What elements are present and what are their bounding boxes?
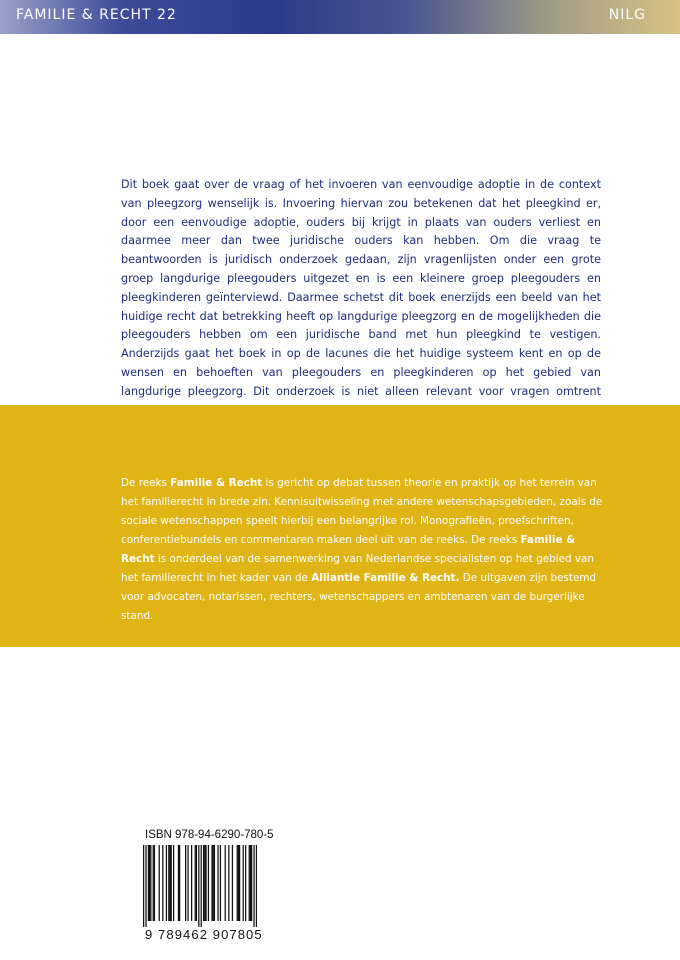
barcode-bar [168, 845, 169, 921]
barcode-bar [204, 845, 205, 921]
barcode-digits: 9 789462 907805 [145, 927, 263, 942]
header-bar [0, 0, 680, 34]
barcode-bar [150, 845, 151, 921]
barcode-bar [201, 845, 202, 927]
publisher-name: NILG [608, 7, 646, 23]
barcode-bar [238, 845, 239, 921]
series-title: FAMILIE & RECHT 22 [16, 7, 177, 23]
barcode-bar [203, 845, 204, 921]
barcode-bar [154, 845, 155, 921]
barcode-bar [178, 845, 179, 921]
series-text-part: De uitgaven zijn bestemd voor advocaten, notarissen, rechters, wetenschappers en ambtenaren van de burgerlijke stand. [121, 572, 597, 622]
barcode-bar [145, 845, 146, 927]
barcode-bar [148, 845, 149, 921]
barcode-bar [166, 845, 167, 921]
barcode-bar [243, 845, 244, 921]
isbn-label: ISBN 978-94-6290-780-5 [145, 829, 274, 841]
barcode-bar [245, 845, 246, 921]
barcode-bar [153, 845, 154, 921]
series-name-bold: Familie & Recht [170, 477, 263, 489]
barcode [143, 845, 257, 927]
barcode-bar [191, 845, 192, 921]
barcode-bar [208, 845, 209, 921]
barcode-bar [256, 845, 257, 927]
barcode-bar [196, 845, 197, 921]
barcode-bar [220, 845, 221, 921]
series-name-bold: Familie & Recht [121, 534, 576, 565]
barcode-bar [159, 845, 160, 921]
barcode-bar [149, 845, 150, 921]
book-description: Dit boek gaat over de vraag of het invoeren van eenvoudige adoptie in de context van pleegzorg wenselijk is. Invoering hiervan zou betekenen dat het pleegkind er, door een eenvoudige adoptie, ouders bij krijgt in plaats van ouders verliest en daarmee meer dan twee juridische ouders kan hebben. Om die vraag te beantwoorden is juridisch onderzoek gedaan, zijn vragenlijsten onder een grote groep langdurige pleegouders uitgezet en is een kleinere groep pleegouders en pleegkinderen geïnterviewd. Daarmee schetst dit boek enerzijds een beeld van het huidige recht dat betrekking heeft op langdurige pleegzorg en de mogelijkheden die pleegouders hebben om een juridische band met hun pleegkind te vestigen. Anderzijds gaat het boek in op de lacunes die het huidige systeem kent en op de wensen en behoeften van pleegouders en pleegkinderen op het gebied van langdurige pleegzorg. Dit onderzoek is niet alleen relevant voor vragen omtrent [121, 178, 601, 398]
barcode-bar [143, 845, 144, 927]
barcode-bar [195, 845, 196, 921]
barcode-bar [213, 845, 214, 921]
barcode-bar [253, 845, 254, 927]
barcode-bar [237, 845, 238, 921]
barcode-bar [169, 845, 170, 921]
barcode-bar [225, 845, 226, 921]
barcode-bar [211, 845, 212, 921]
barcode-bar [217, 845, 218, 921]
barcode-bar [228, 845, 229, 921]
series-description [121, 474, 609, 626]
series-text-part: De reeks [121, 477, 171, 489]
barcode-bar [214, 845, 215, 921]
barcode-bar [250, 845, 251, 921]
barcode-bar [187, 845, 188, 921]
barcode-bar [162, 845, 163, 921]
barcode-bar [239, 845, 240, 921]
barcode-bar [173, 845, 174, 921]
barcode-bar [171, 845, 172, 921]
barcode-bar [185, 845, 186, 921]
barcode-bar [205, 845, 206, 921]
barcode-bar [198, 845, 199, 927]
alliance-name-bold: Alliantie Familie & Recht. [311, 572, 460, 584]
barcode-bar [232, 845, 233, 921]
barcode-bar [249, 845, 250, 921]
barcode-bar [179, 845, 180, 921]
series-text-part: is gericht op debat tussen theorie en praktijk op het terrein van het familierecht in brede zin. Kennisuitwisseling met andere wetenschapsgebieden, zoals de sociale wetenschappen speelt hierbij een belangrijke rol. Monografieën, proefschriften, conferentiebundels en commentaren maken deel uit van de reeks. De reeks [121, 477, 603, 546]
barcode-bar [251, 845, 252, 921]
series-text-part: is onderdeel van de samenwerking van Nederlandse specialisten op het gebied van het familierecht in het kader van de [121, 553, 594, 584]
